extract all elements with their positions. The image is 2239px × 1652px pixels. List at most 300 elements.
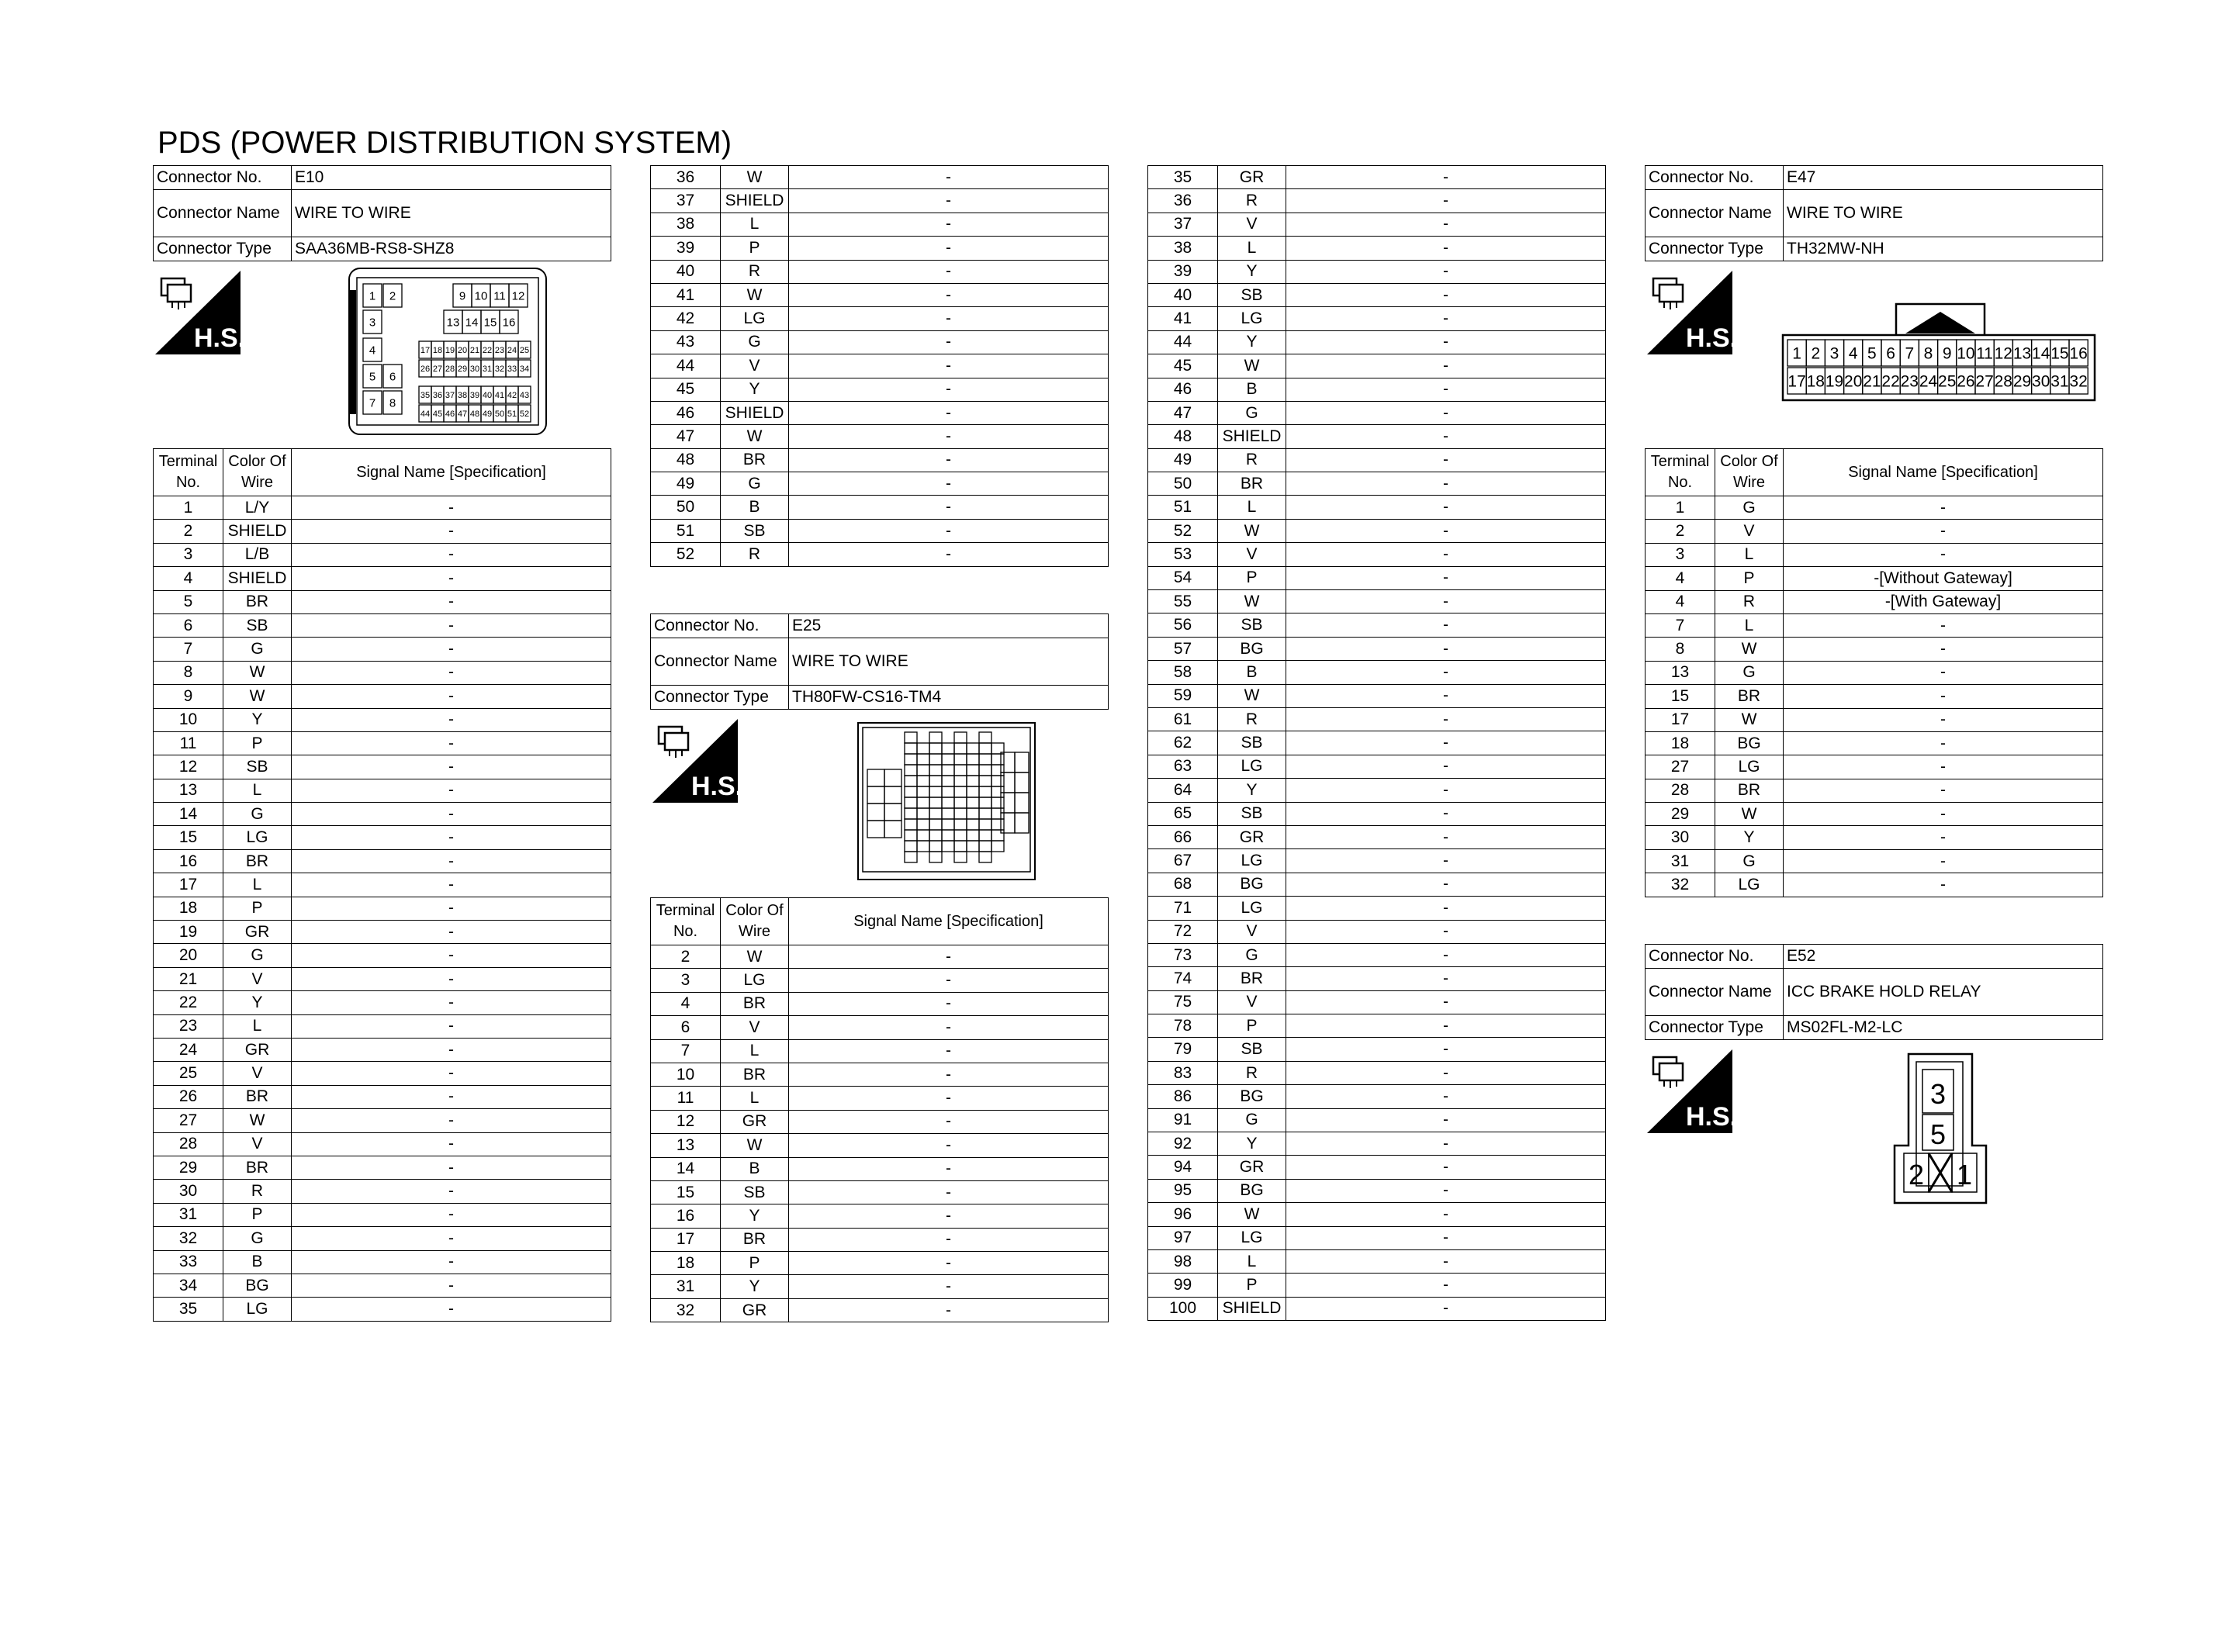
- e25-pin-cell: [917, 830, 929, 841]
- terminal-no-cell: 95: [1148, 1179, 1218, 1202]
- e25-pin-cell: [905, 841, 917, 852]
- e10-pin: 41: [494, 390, 505, 400]
- wire-color-cell: L: [223, 1014, 292, 1038]
- signal-name-cell: -: [1286, 1061, 1606, 1084]
- e25-pin-cell: [979, 732, 991, 743]
- e47-pin: 4: [1848, 344, 1858, 363]
- table-row: [154, 685, 611, 708]
- terminal-no-cell: 99: [1148, 1274, 1218, 1297]
- wire-color-cell: SHIELD: [721, 401, 789, 424]
- terminal-no-cell: 56: [1148, 613, 1218, 637]
- wire-color-cell: G: [1715, 661, 1784, 684]
- terminal-no-cell: 43: [651, 330, 721, 354]
- table-row: [1148, 1226, 1606, 1249]
- table-row: [1148, 566, 1606, 589]
- signal-name-cell: -: [292, 1014, 611, 1038]
- page-title: PDS (POWER DISTRIBUTION SYSTEM): [157, 126, 732, 160]
- signal-name-cell: -: [789, 969, 1109, 992]
- wire-color-cell: W: [721, 425, 789, 448]
- e10-pin: 12: [511, 289, 525, 303]
- terminal-no-cell: 72: [1148, 920, 1218, 943]
- e47-pin: 5: [1867, 344, 1877, 363]
- wire-color-cell: SHIELD: [1218, 1297, 1286, 1320]
- table-row: [1148, 213, 1606, 236]
- wire-color-cell: W: [721, 283, 789, 306]
- wire-color-cell: V: [223, 967, 292, 990]
- terminal-no-cell: 58: [1148, 661, 1218, 684]
- terminal-no-cell: 16: [154, 849, 223, 873]
- e25-pin-cell: [991, 776, 1004, 786]
- e47-pin: 15: [2050, 344, 2069, 363]
- e25-pin-cell: [967, 830, 979, 841]
- signal-name-cell: -: [1784, 873, 2103, 897]
- e47-pin: 27: [1975, 372, 1994, 391]
- e47-pin: 8: [1923, 344, 1933, 363]
- signal-name-cell: -: [1286, 613, 1606, 637]
- label-connector-name: Connector Name: [651, 638, 789, 686]
- harness-side-icon: [1647, 1049, 1732, 1133]
- terminal-no-cell: 68: [1148, 873, 1218, 896]
- signal-name-cell: -: [1286, 1249, 1606, 1273]
- signal-name-cell: -: [292, 685, 611, 708]
- table-row: [154, 1180, 611, 1203]
- wire-color-cell: B: [721, 496, 789, 519]
- signal-name-cell: -: [292, 708, 611, 731]
- table-row: [154, 1038, 611, 1061]
- e25-pin-cell: [905, 830, 917, 841]
- e10-pin: 10: [474, 289, 488, 303]
- e10-pin: 51: [507, 409, 517, 419]
- signal-name-cell: -: [1286, 873, 1606, 896]
- wire-color-cell: LG: [721, 969, 789, 992]
- e47-pin: 7: [1905, 344, 1915, 363]
- wire-color-cell: W: [721, 166, 789, 189]
- wire-color-cell: G: [223, 1227, 292, 1250]
- terminal-no-cell: 75: [1148, 990, 1218, 1014]
- signal-name-cell: -: [1784, 731, 2103, 755]
- e25-pin-cell: [954, 797, 967, 808]
- wire-color-cell: R: [1218, 448, 1286, 472]
- terminal-no-cell: 13: [154, 779, 223, 802]
- table-row: [651, 330, 1109, 354]
- terminal-no-cell: 32: [1646, 873, 1715, 897]
- terminal-no-cell: 57: [1148, 637, 1218, 660]
- harness-side-icon: [155, 271, 241, 354]
- signal-name-cell: -: [1784, 543, 2103, 566]
- wire-color-cell: L: [1715, 543, 1784, 566]
- e10-pin: 48: [469, 409, 480, 419]
- e25-pin-cell: [905, 808, 917, 819]
- table-row: [651, 1157, 1109, 1180]
- signal-name-cell: -: [1286, 1014, 1606, 1038]
- signal-name-cell: -: [789, 1063, 1109, 1086]
- table-row: [651, 1228, 1109, 1251]
- wire-color-cell: BR: [223, 1156, 292, 1179]
- wire-color-cell: V: [721, 354, 789, 378]
- signal-name-cell: -: [292, 873, 611, 897]
- wire-color-cell: GR: [721, 1298, 789, 1322]
- signal-name-cell: -: [292, 897, 611, 920]
- signal-name-cell: -: [1286, 472, 1606, 496]
- connector-e47-header: [1645, 165, 2103, 261]
- signal-name-cell: -: [292, 1109, 611, 1132]
- col-terminal-no: Terminal No.: [651, 898, 721, 945]
- table-row: [651, 496, 1109, 519]
- table-row: [1148, 920, 1606, 943]
- e10-pin: 25: [519, 345, 530, 355]
- table-row: [154, 1298, 611, 1321]
- signal-name-cell: -: [1286, 825, 1606, 848]
- table-row: [1646, 567, 2103, 590]
- signal-name-cell: -: [1784, 803, 2103, 826]
- signal-name-cell: -: [1286, 920, 1606, 943]
- e47-pin: 31: [2050, 372, 2069, 391]
- terminal-no-cell: 12: [154, 755, 223, 779]
- e47-pin: 3: [1829, 344, 1839, 363]
- e25-pin-cell: [905, 743, 917, 754]
- terminal-no-cell: 62: [1148, 731, 1218, 755]
- e25-pin-cell: [929, 786, 942, 797]
- terminal-no-cell: 17: [1646, 708, 1715, 731]
- signal-name-cell: -[Without Gateway]: [1784, 567, 2103, 590]
- table-row: [1148, 590, 1606, 613]
- e25-pin-cell: [991, 797, 1004, 808]
- e25-pin-cell: [905, 786, 917, 797]
- e25-pin-cell: [942, 786, 954, 797]
- table-row: [1646, 661, 2103, 684]
- table-row: [1646, 755, 2103, 779]
- signal-name-cell: -: [789, 1157, 1109, 1180]
- terminal-no-cell: 54: [1148, 566, 1218, 589]
- e25-pin-cell: [917, 841, 929, 852]
- signal-name-cell: -: [789, 472, 1109, 496]
- e25-pin-cell: [929, 797, 942, 808]
- signal-name-cell: -: [292, 613, 611, 637]
- signal-name-cell: -: [292, 826, 611, 849]
- table-row: [154, 849, 611, 873]
- table-row: [1148, 802, 1606, 825]
- terminal-no-cell: 7: [154, 638, 223, 661]
- wire-color-cell: BR: [721, 1063, 789, 1086]
- signal-name-cell: -: [1286, 1132, 1606, 1156]
- table-row: [1646, 803, 2103, 826]
- table-row: [1148, 873, 1606, 896]
- table-row: [1148, 707, 1606, 731]
- terminal-no-cell: 86: [1148, 1085, 1218, 1108]
- signal-name-cell: -: [1286, 1108, 1606, 1132]
- e10-pin: 30: [469, 364, 480, 374]
- table-row: [1148, 189, 1606, 213]
- signal-name-cell: -: [1286, 189, 1606, 213]
- e47-pin: 11: [1976, 344, 1994, 363]
- signal-name-cell: -: [1286, 330, 1606, 354]
- signal-name-cell: -: [1286, 990, 1606, 1014]
- e25-pin-cell: [917, 797, 929, 808]
- table-row: [154, 661, 611, 684]
- table-row: [1148, 543, 1606, 566]
- e10-pin: 2: [389, 289, 396, 303]
- table-row: [1148, 354, 1606, 378]
- terminal-no-cell: 15: [1646, 685, 1715, 708]
- wire-color-cell: W: [721, 1134, 789, 1157]
- wire-color-cell: BG: [1218, 637, 1286, 660]
- e47-pin: 23: [1900, 372, 1919, 391]
- e25-pin-cell: [942, 743, 954, 754]
- terminal-no-cell: 71: [1148, 897, 1218, 920]
- e25-pin-cell: [884, 821, 901, 838]
- table-row: [154, 1014, 611, 1038]
- e25-pin-cell: [884, 804, 901, 821]
- table-row: [1646, 685, 2103, 708]
- wire-color-cell: BG: [1715, 731, 1784, 755]
- wire-color-cell: W: [1218, 684, 1286, 707]
- e25-pin-cell: [967, 776, 979, 786]
- e25-pin-cell: [954, 830, 967, 841]
- terminal-no-cell: 7: [1646, 613, 1715, 637]
- e25-pin-cell: [905, 852, 917, 862]
- e25-pin-cell: [1015, 752, 1029, 772]
- wire-color-cell: W: [1218, 519, 1286, 542]
- wire-color-cell: L: [1218, 496, 1286, 519]
- hs-badge-text: H.S.: [194, 323, 241, 353]
- wire-color-cell: G: [223, 638, 292, 661]
- e10-pin: 29: [457, 364, 468, 374]
- e10-pin: 18: [432, 345, 443, 355]
- table-row: [154, 897, 611, 920]
- wire-color-cell: LG: [1218, 1226, 1286, 1249]
- table-row: [154, 826, 611, 849]
- connector-no-value: E52: [1784, 945, 2103, 969]
- signal-name-cell: -: [292, 567, 611, 590]
- terminal-no-cell: 36: [651, 166, 721, 189]
- table-row: [651, 237, 1109, 260]
- wire-color-cell: Y: [1715, 826, 1784, 849]
- table-row: [154, 1156, 611, 1179]
- terminal-no-cell: 38: [651, 213, 721, 236]
- table-row: [1646, 543, 2103, 566]
- table-row: [1148, 755, 1606, 778]
- terminal-no-cell: 91: [1148, 1108, 1218, 1132]
- table-row: [651, 354, 1109, 378]
- table-row: [154, 967, 611, 990]
- terminal-no-cell: 7: [651, 1039, 721, 1063]
- e10-pin: 11: [493, 289, 506, 303]
- e25-pin-cell: [991, 786, 1004, 797]
- e25-pin-cell: [991, 841, 1004, 852]
- signal-name-cell: -: [1286, 566, 1606, 589]
- signal-name-cell: -: [789, 283, 1109, 306]
- signal-name-cell: -: [1286, 849, 1606, 873]
- terminal-no-cell: 25: [154, 1062, 223, 1085]
- signal-name-cell: -: [292, 1132, 611, 1156]
- terminal-no-cell: 74: [1148, 967, 1218, 990]
- wire-color-cell: SB: [1218, 613, 1286, 637]
- col-terminal-no: Terminal No.: [154, 449, 223, 496]
- wire-color-cell: GR: [721, 1110, 789, 1133]
- connector-face-e52: [1893, 1052, 1988, 1208]
- e10-pin: 20: [457, 345, 468, 355]
- terminal-no-cell: 20: [154, 944, 223, 967]
- terminal-no-cell: 31: [651, 1275, 721, 1298]
- e25-pin-cell: [884, 769, 901, 786]
- label-connector-type: Connector Type: [154, 237, 292, 261]
- terminal-table-e10-b: [650, 165, 1109, 567]
- e47-pin: 2: [1811, 344, 1821, 363]
- table-row: [154, 731, 611, 755]
- connector-face-e10: [348, 267, 548, 440]
- wire-color-cell: G: [1218, 1108, 1286, 1132]
- e47-pin: 18: [1806, 372, 1825, 391]
- e10-pin: 32: [494, 364, 505, 374]
- e10-pin: 6: [389, 370, 396, 384]
- e25-pin-cell: [954, 852, 967, 862]
- terminal-no-cell: 5: [154, 590, 223, 613]
- table-row: [1148, 1014, 1606, 1038]
- wire-color-cell: GR: [223, 1038, 292, 1061]
- wire-color-cell: G: [223, 803, 292, 826]
- wire-color-cell: LG: [1218, 849, 1286, 873]
- terminal-no-cell: 47: [1148, 401, 1218, 424]
- signal-name-cell: -: [292, 1062, 611, 1085]
- wire-color-cell: GR: [1218, 166, 1286, 189]
- wire-color-cell: W: [1218, 590, 1286, 613]
- terminal-no-cell: 97: [1148, 1226, 1218, 1249]
- e10-pin: 22: [482, 345, 493, 355]
- wire-color-cell: L: [1715, 613, 1784, 637]
- e10-pin: 45: [432, 409, 443, 419]
- terminal-no-cell: 1: [1646, 496, 1715, 520]
- wire-color-cell: L: [721, 1087, 789, 1110]
- e25-pin-cell: [954, 743, 967, 754]
- signal-name-cell: -: [1286, 519, 1606, 542]
- table-row: [651, 260, 1109, 283]
- table-row: [1148, 1297, 1606, 1320]
- e47-pin: 13: [2012, 344, 2032, 363]
- e47-pin: 30: [2032, 372, 2050, 391]
- table-row: [1646, 779, 2103, 802]
- harness-side-icon: [1647, 271, 1732, 354]
- wire-color-cell: L: [1218, 237, 1286, 260]
- label-connector-no: Connector No.: [154, 166, 292, 190]
- wire-color-cell: W: [223, 1109, 292, 1132]
- table-row: [651, 969, 1109, 992]
- terminal-no-cell: 65: [1148, 802, 1218, 825]
- wire-color-cell: LG: [223, 826, 292, 849]
- table-row: [651, 1110, 1109, 1133]
- wire-color-cell: SB: [1218, 1038, 1286, 1061]
- table-row: [1148, 731, 1606, 755]
- table-row: [651, 1204, 1109, 1228]
- table-row: [651, 519, 1109, 542]
- e10-pin: 36: [432, 390, 443, 400]
- signal-name-cell: -: [1784, 849, 2103, 873]
- e25-pin-cell: [954, 808, 967, 819]
- table-row: [154, 567, 611, 590]
- connector-e10-header: [153, 165, 611, 261]
- wire-color-cell: Y: [1218, 260, 1286, 283]
- wire-color-cell: BR: [1218, 472, 1286, 496]
- wire-color-cell: L: [721, 1039, 789, 1063]
- label-connector-name: Connector Name: [154, 190, 292, 237]
- e25-pin-cell: [917, 819, 929, 830]
- e10-pin: 13: [446, 316, 460, 330]
- signal-name-cell: -: [789, 378, 1109, 401]
- e10-pin: 43: [519, 390, 530, 400]
- signal-name-cell: -: [789, 330, 1109, 354]
- signal-name-cell: -: [1286, 237, 1606, 260]
- table-row: [1148, 378, 1606, 401]
- signal-name-cell: -: [789, 237, 1109, 260]
- signal-name-cell: -: [1784, 661, 2103, 684]
- table-row: [1148, 283, 1606, 306]
- table-row: [1148, 307, 1606, 330]
- terminal-no-cell: 40: [1148, 283, 1218, 306]
- table-row: [1148, 425, 1606, 448]
- signal-name-cell: -: [292, 1085, 611, 1108]
- terminal-no-cell: 2: [651, 945, 721, 969]
- e25-pin-cell: [929, 754, 942, 765]
- table-row: [651, 1298, 1109, 1322]
- e25-pin-cell: [867, 786, 884, 804]
- signal-name-cell: -: [1286, 425, 1606, 448]
- terminal-no-cell: 78: [1148, 1014, 1218, 1038]
- e25-pin-cell: [991, 765, 1004, 776]
- signal-name-cell: -[With Gateway]: [1784, 590, 2103, 613]
- table-row: [1646, 826, 2103, 849]
- terminal-no-cell: 64: [1148, 779, 1218, 802]
- connector-type-value: SAA36MB-RS8-SHZ8: [292, 237, 611, 261]
- table-row: [1148, 990, 1606, 1014]
- wire-color-cell: G: [1715, 496, 1784, 520]
- label-connector-name: Connector Name: [1646, 969, 1784, 1016]
- wire-color-cell: W: [1715, 803, 1784, 826]
- terminal-no-cell: 8: [1646, 638, 1715, 661]
- terminal-no-cell: 3: [651, 969, 721, 992]
- e10-pin: 3: [369, 316, 376, 330]
- e47-pin: 16: [2069, 344, 2088, 363]
- table-row: [1646, 849, 2103, 873]
- signal-name-cell: -: [292, 543, 611, 566]
- e10-pin: 28: [445, 364, 455, 374]
- signal-name-cell: -: [789, 1110, 1109, 1133]
- wire-color-cell: W: [1218, 1203, 1286, 1226]
- wire-color-cell: LG: [1715, 873, 1784, 897]
- connector-name-value: ICC BRAKE HOLD RELAY: [1784, 969, 2103, 1016]
- signal-name-cell: -: [292, 1250, 611, 1274]
- wire-color-cell: SHIELD: [223, 567, 292, 590]
- table-row: [154, 1085, 611, 1108]
- label-connector-type: Connector Type: [1646, 1016, 1784, 1040]
- signal-name-cell: -: [1286, 307, 1606, 330]
- e25-pin-cell: [929, 732, 942, 743]
- e10-pin: 33: [507, 364, 517, 374]
- wire-color-cell: LG: [721, 307, 789, 330]
- terminal-no-cell: 34: [154, 1274, 223, 1297]
- table-row: [1148, 519, 1606, 542]
- table-row: [651, 1134, 1109, 1157]
- table-row: [1646, 731, 2103, 755]
- e10-pin: 50: [494, 409, 505, 419]
- table-row: [154, 803, 611, 826]
- e25-pin-cell: [942, 830, 954, 841]
- signal-name-cell: -: [292, 520, 611, 543]
- signal-name-cell: -: [789, 1298, 1109, 1322]
- terminal-no-cell: 83: [1148, 1061, 1218, 1084]
- table-row: [1148, 1061, 1606, 1084]
- terminal-no-cell: 1: [154, 496, 223, 520]
- signal-name-cell: -: [1286, 707, 1606, 731]
- wire-color-cell: B: [223, 1250, 292, 1274]
